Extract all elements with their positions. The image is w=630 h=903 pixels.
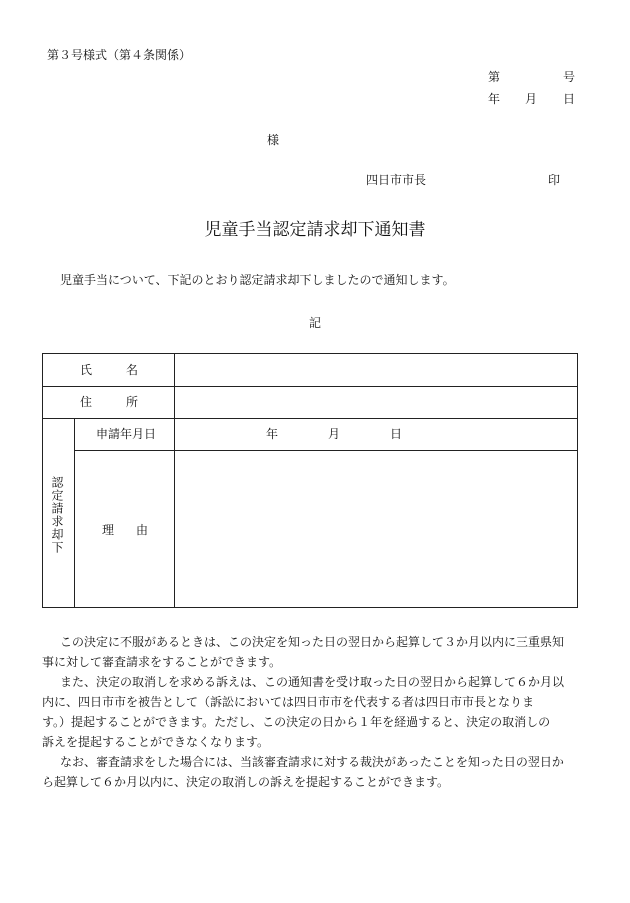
reason-field[interactable] — [175, 451, 577, 607]
form-number: 第３号様式（第４条関係） — [47, 48, 192, 62]
name-field[interactable] — [175, 354, 577, 386]
ki-mark: 記 — [308, 316, 321, 330]
note-line: 内に、四日市市を被告として（訴訟においては四日市市を代表する者は四日市市長となりま — [42, 695, 535, 709]
row-divider — [43, 418, 577, 419]
address-label: 住 所 — [80, 395, 138, 409]
note-line: 訴えを提起することができなくなります。 — [42, 735, 270, 749]
column-divider — [74, 418, 75, 607]
request-date-month: 月 — [328, 427, 341, 441]
request-date-label: 申請年月日 — [96, 427, 157, 441]
note-line: この決定に不服があるときは、この決定を知った日の翌日から起算して３か月以内に三重県知 — [60, 635, 565, 649]
document-number-suffix: 号 — [563, 70, 576, 84]
name-label: 氏 名 — [80, 363, 138, 377]
document-number-label: 第 — [488, 70, 501, 84]
note-line: ら起算して６か月以内に、決定の取消しの訴えを提起することができます。 — [42, 775, 450, 789]
request-date-day: 日 — [390, 427, 403, 441]
intro-text: 児童手当について、下記のとおり認定請求却下しましたので通知します。 — [60, 273, 455, 287]
document-title: 児童手当認定請求却下通知書 — [204, 220, 426, 240]
reason-label: 理 由 — [102, 523, 148, 537]
addressee-suffix: 様 — [267, 133, 280, 147]
form-table — [42, 353, 578, 608]
date-month-label: 月 — [525, 92, 538, 106]
note-line: す。）提起することができます。ただし、この決定の日から１年を経過すると、決定の取消しの — [42, 715, 551, 729]
address-field[interactable] — [175, 387, 577, 418]
note-line: なお、審査請求をした場合には、当該審査請求に対する裁決があったことを知った日の翌日か — [60, 755, 564, 769]
date-year-label: 年 — [488, 92, 501, 106]
group-label-ninteiseikyu-kyakka: 認定請求却下 — [50, 476, 64, 554]
notes-section — [42, 632, 582, 792]
seal-mark: 印 — [548, 173, 561, 187]
request-date-year: 年 — [266, 427, 279, 441]
issuer-name: 四日市市長 — [366, 173, 427, 187]
note-line: 事に対して審査請求をすることができます。 — [42, 655, 282, 669]
note-line: また、決定の取消しを求める訴えは、この通知書を受け取った日の翌日から起算して６か月以 — [60, 675, 565, 689]
date-day-label: 日 — [563, 92, 576, 106]
